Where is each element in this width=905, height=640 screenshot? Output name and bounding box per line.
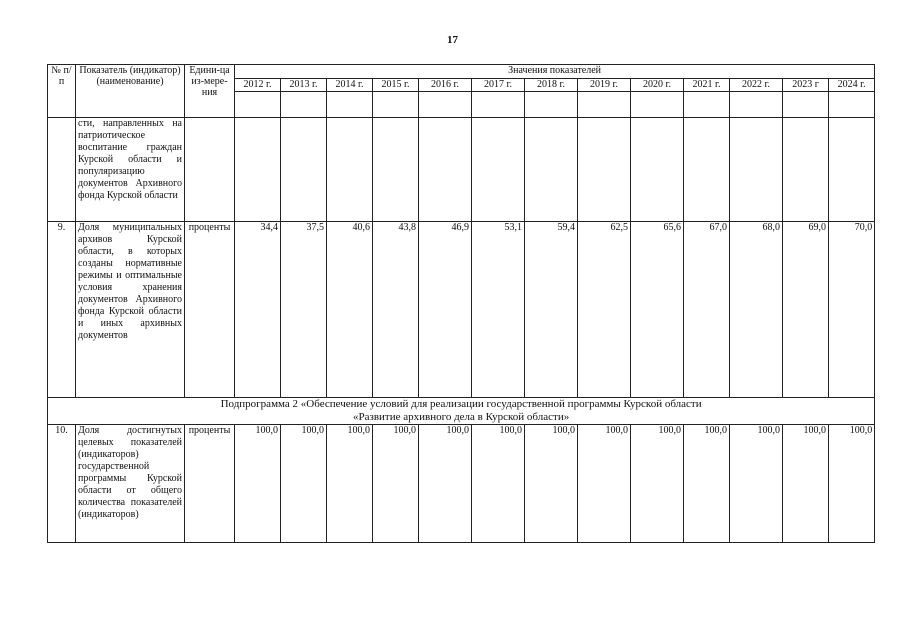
page-number: 17	[447, 34, 458, 46]
header-blank-cell	[829, 92, 875, 118]
subprogram-line-1: Подпрограмма 2 «Обеспечение условий для реализации государственной программы Курской области	[220, 398, 702, 410]
header-year: 2021 г.	[684, 79, 730, 92]
header-year: 2016 г.	[419, 79, 472, 92]
header-blank-cell	[684, 92, 730, 118]
table-row	[48, 425, 875, 543]
row-number: 9.	[48, 222, 76, 398]
header-blank-cell	[281, 92, 327, 118]
header-year: 2014 г.	[327, 79, 373, 92]
header-blank-cell	[327, 92, 373, 118]
row-value	[829, 118, 875, 222]
row-value: 100,0	[684, 425, 730, 543]
header-year: 2022 г.	[730, 79, 783, 92]
row-value: 100,0	[578, 425, 631, 543]
header-blank-cell	[578, 92, 631, 118]
row-value: 100,0	[235, 425, 281, 543]
row-value	[327, 118, 373, 222]
row-unit: проценты	[185, 222, 235, 398]
row-indicator: Доля достигнутых целевых показателей (индикаторов) государственной программы Курской области от общего количества показателей (индикаторов)	[76, 425, 185, 543]
subprogram-row	[48, 398, 875, 425]
row-value: 62,5	[578, 222, 631, 398]
header-year: 2015 г.	[373, 79, 419, 92]
header-year: 2024 г.	[829, 79, 875, 92]
row-value	[578, 118, 631, 222]
row-indicator: Доля муниципальных архивов Курской области, в которых созданы нормативные режимы и оптимальные условия хранения документов Архивного фонда Курской области и иных архивных документов	[76, 222, 185, 398]
header-year: 2019 г.	[578, 79, 631, 92]
row-value: 37,5	[281, 222, 327, 398]
indicators-table	[47, 64, 875, 543]
row-value: 100,0	[472, 425, 525, 543]
header-blank-cell	[525, 92, 578, 118]
row-value	[525, 118, 578, 222]
row-value: 69,0	[783, 222, 829, 398]
header-blank-cell	[730, 92, 783, 118]
row-value	[684, 118, 730, 222]
row-unit	[185, 118, 235, 222]
row-value: 59,4	[525, 222, 578, 398]
row-value: 70,0	[829, 222, 875, 398]
subprogram-line-2: «Развитие архивного дела в Курской области»	[352, 411, 570, 423]
row-value	[631, 118, 684, 222]
header-blank-cell	[472, 92, 525, 118]
header-blank-cell	[373, 92, 419, 118]
row-value: 100,0	[730, 425, 783, 543]
header-blank-cell	[783, 92, 829, 118]
row-value: 46,9	[419, 222, 472, 398]
header-indicator: Показатель (индикатор) (наименование)	[76, 65, 185, 118]
row-value	[783, 118, 829, 222]
row-unit: проценты	[185, 425, 235, 543]
row-value: 100,0	[525, 425, 578, 543]
row-value	[235, 118, 281, 222]
row-value: 67,0	[684, 222, 730, 398]
row-value: 100,0	[373, 425, 419, 543]
row-value	[419, 118, 472, 222]
row-value: 100,0	[829, 425, 875, 543]
row-indicator: сти, направленных на патриотическое воспитание граждан Курской области и популяризацию документов Архивного фонда Курской области	[76, 118, 185, 222]
subprogram-title	[48, 398, 875, 425]
row-value: 65,6	[631, 222, 684, 398]
header-year: 2023 г	[783, 79, 829, 92]
row-value	[472, 118, 525, 222]
row-value	[730, 118, 783, 222]
row-value: 100,0	[631, 425, 684, 543]
row-value: 53,1	[472, 222, 525, 398]
row-value: 34,4	[235, 222, 281, 398]
row-number: 10.	[48, 425, 76, 543]
row-value: 100,0	[327, 425, 373, 543]
header-unit: Едини-ца из-мере-ния	[185, 65, 235, 118]
row-value: 100,0	[783, 425, 829, 543]
row-number	[48, 118, 76, 222]
row-value: 43,8	[373, 222, 419, 398]
table-row	[48, 118, 875, 222]
header-year: 2013 г.	[281, 79, 327, 92]
header-year: 2018 г.	[525, 79, 578, 92]
row-value	[373, 118, 419, 222]
row-value: 100,0	[419, 425, 472, 543]
header-year: 2012 г.	[235, 79, 281, 92]
row-value: 100,0	[281, 425, 327, 543]
header-blank-cell	[631, 92, 684, 118]
header-values-group: Значения показателей	[235, 65, 875, 79]
row-value: 68,0	[730, 222, 783, 398]
header-blank-cell	[419, 92, 472, 118]
header-blank-cell	[235, 92, 281, 118]
header-num: № п/п	[48, 65, 76, 118]
header-year: 2020 г.	[631, 79, 684, 92]
table-row	[48, 222, 875, 398]
row-value	[281, 118, 327, 222]
header-year: 2017 г.	[472, 79, 525, 92]
row-value: 40,6	[327, 222, 373, 398]
